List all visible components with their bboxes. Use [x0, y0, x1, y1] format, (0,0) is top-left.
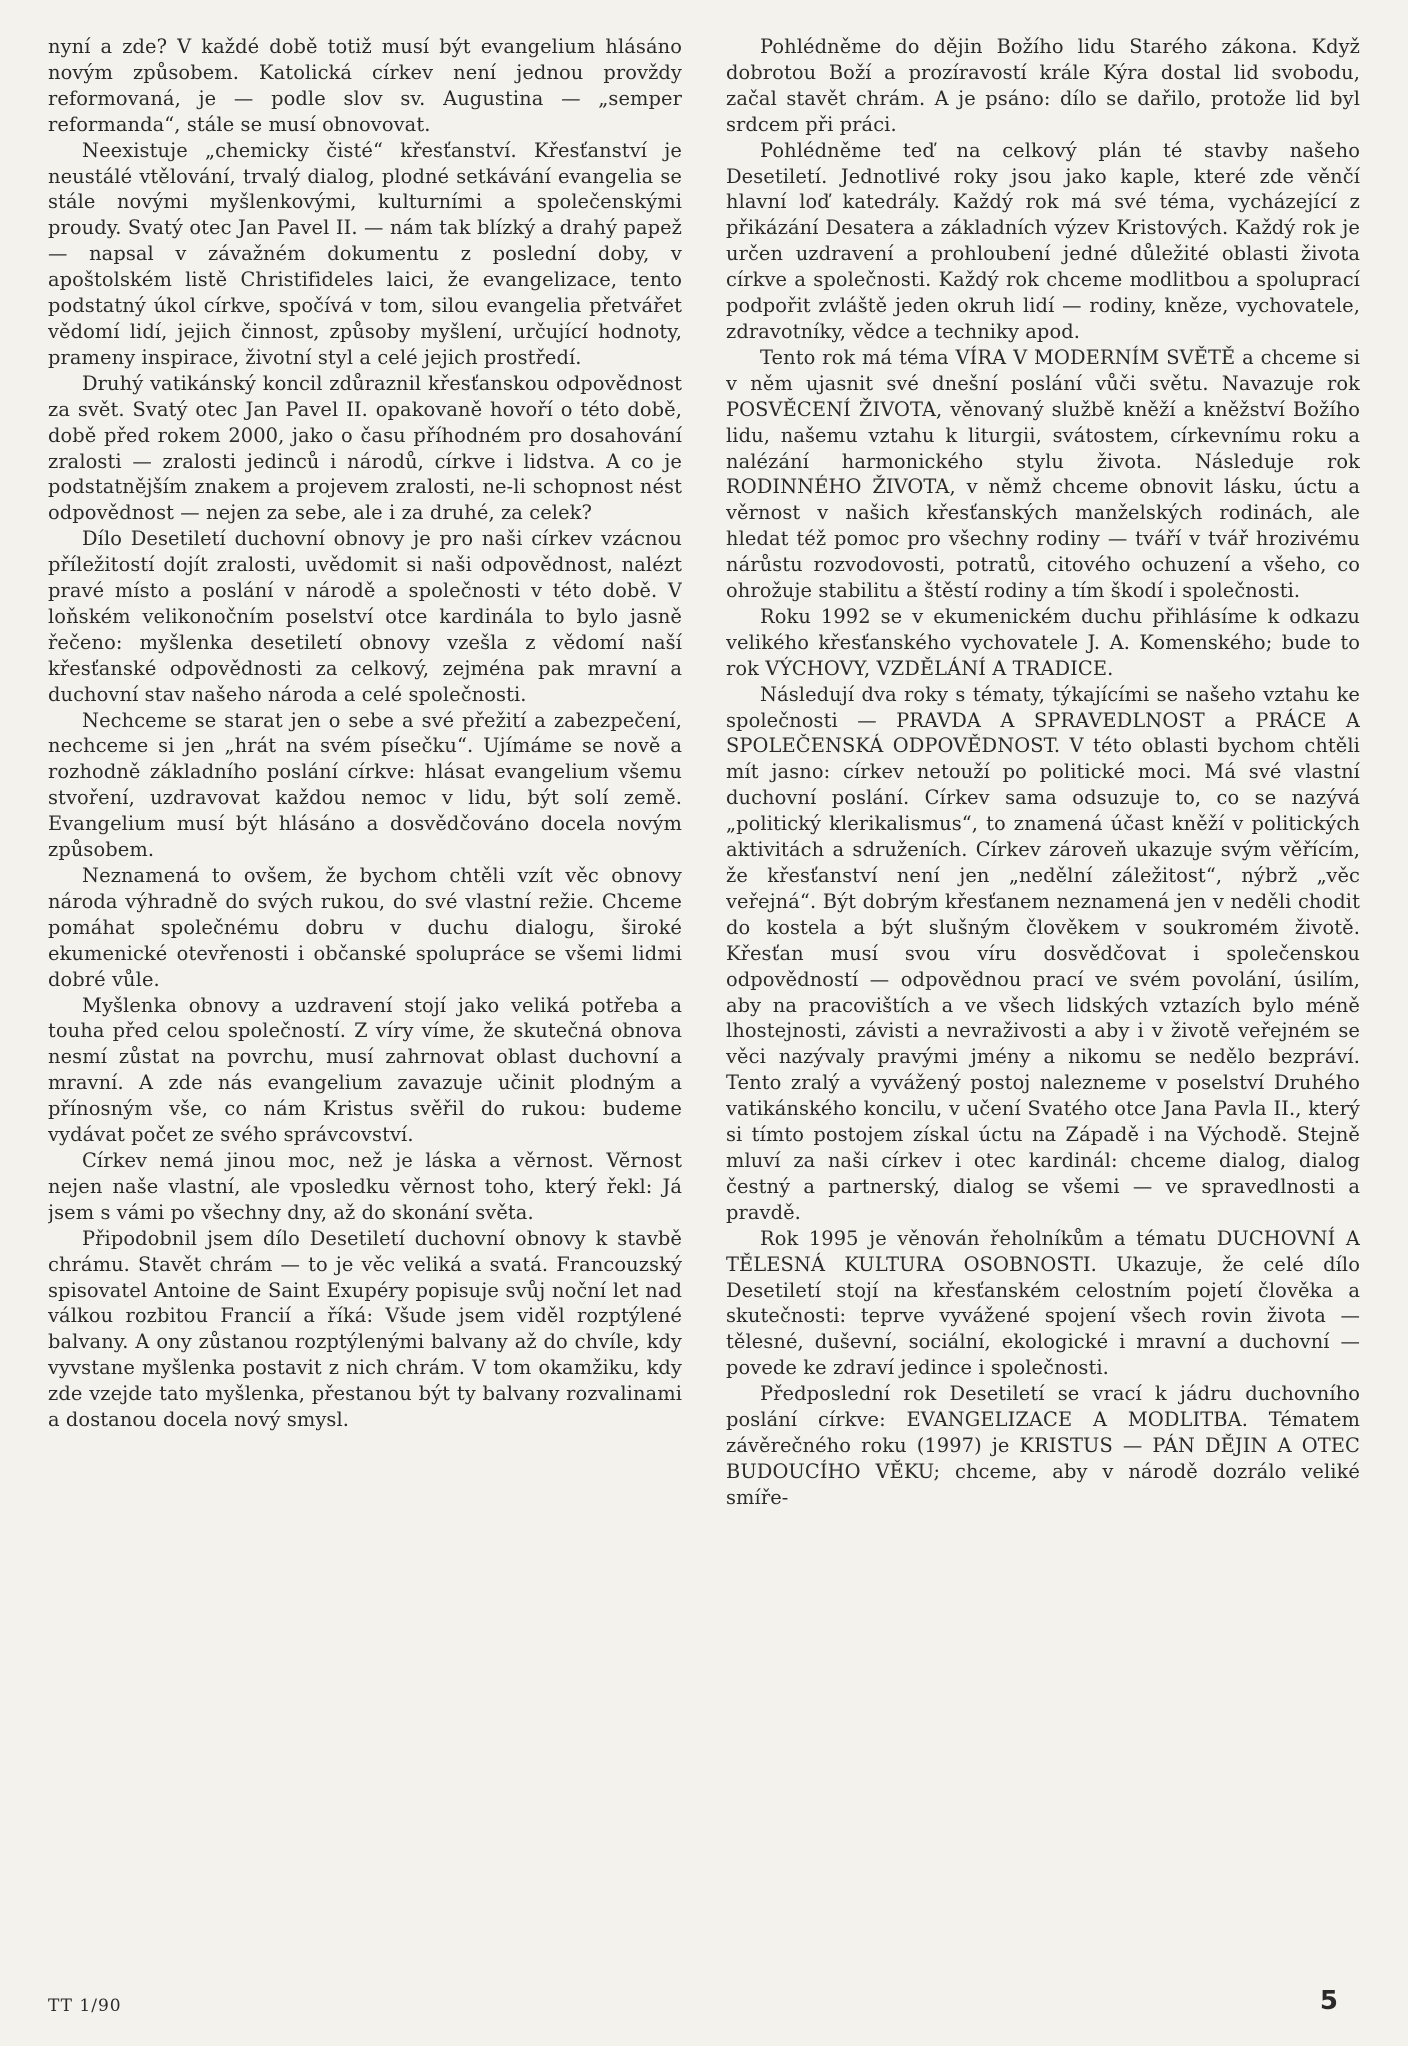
paragraph: Tento rok má téma VÍRA V MODERNÍM SVĚTĚ a chceme si v něm ujasnit své dnešní poslání vůči světu. Navazuje rok POSVĚCENÍ ŽIVOTA, věnovaný službě kněží a kněžství Božího lidu, našemu vztahu k liturgii, svátostem, církevnímu roku a nalézání harmonického stylu života. Následuje rok RODINNÉHO ŽIVOTA, v němž chceme obnovit lásku, úctu a věrnost v našich křesťanských manželských rodinách, ale hledat též pomoc pro všechny rodiny — tváří v tvář hrozivému nárůstu rozvodovosti, potratů, citového ochuzení a všeho, co ohrožuje stabilitu a štěstí rodiny a tím škodí i společnosti. [726, 345, 1360, 603]
page-number: 5 [1319, 1986, 1338, 2016]
paragraph: Rok 1995 je věnován řeholníkům a tématu DUCHOVNÍ A TĚLESNÁ KULTURA OSOBNOSTI. Ukazuje, že celé dílo Desetiletí stojí na křesťanském celostním pojetí člověka a skutečnosti: teprve vyvážené spojení všech rovin života — tělesné, duševní, sociální, ekologické i mravní a duchovní — povede ke zdraví jedince i společnosti. [726, 1226, 1360, 1380]
paragraph: Následují dva roky s tématy, týkajícími se našeho vztahu ke společnosti — PRAVDA A SPRAVEDLNOST a PRÁCE A SPOLEČENSKÁ ODPOVĚDNOST. V této oblasti bychom chtěli mít jasno: církev netouží po politické moci. Má své vlastní duchovní poslání. Církev sama odsuzuje to, co se nazývá „politický klerikalismus“, to znamená účast kněží v politických aktivitách a sdruženích. Církev zároveň ukazuje svým věřícím, že křesťanství není jen „nedělní záležitost“, nýbrž „věc veřejná“. Být dobrým křesťanem neznamená jen v neděli chodit do kostela a být slušným člověkem v soukromém životě. Křesťan musí svou víru dosvědčovat i společenskou odpovědností — odpovědnou prací ve svém povolání, úsilím, aby na pracovištích a ve všech lidských vztazích bylo méně lhostejnosti, závisti a nevraživosti a aby i v životě veřejném se věci nazývaly pravými jmény a nikomu se nedělo bezpráví. Tento zralý a vyvážený postoj nalezneme v poselství Druhého vatikánského koncilu, v učení Svatého otce Jana Pavla II., který si tímto postojem získal úctu na Západě i na Východě. Stejně mluví za naši církev i otec kardinál: chceme dialog, dialog čestný a partnerský, dialog se všemi — ve spravedlnosti a pravdě. [726, 682, 1360, 1224]
paragraph: Dílo Desetiletí duchovní obnovy je pro naši církev vzácnou příležitostí dojít zralosti, uvědomit si naši odpovědnost, nalézt pravé místo a poslání v národě a společnosti v této době. V loňském velikonočním poselství otce kardinála to bylo jasně řečeno: myšlenka desetiletí obnovy vzešla z vědomí naší křesťanské odpovědnosti za celkový, zejména pak mravní a duchovní stav našeho národa a celé společnosti. [48, 527, 682, 706]
paragraph: Roku 1992 se v ekumenickém duchu přihlásíme k odkazu velikého křesťanského vychovatele J. A. Komenského; bude to rok VÝCHOVY, VZDĚLÁNÍ A TRADICE. [726, 604, 1360, 680]
article-body [48, 34, 1360, 1994]
paragraph: Církev nemá jinou moc, než je láska a věrnost. Věrnost nejen naše vlastní, ale vposledku věrnost toho, který řekl: Já jsem s vámi po všechny dny, až do skonání světa. [48, 1148, 682, 1224]
issue-label: TT 1/90 [48, 1996, 122, 2016]
paragraph: Pohlédněme do dějin Božího lidu Starého zákona. Když dobrotou Boží a prozíravostí krále Kýra dostal lid svobodu, začal stavět chrám. A je psáno: dílo se dařilo, protože lid byl srdcem při práci. [726, 35, 1360, 136]
paragraph: Myšlenka obnovy a uzdravení stojí jako veliká potřeba a touha před celou společností. Z víry víme, že skutečná obnova nesmí zůstat na povrchu, musí zahrnovat oblast duchovní a mravní. A zde nás evangelium zavazuje učinit plodným a přínosným vše, co nám Kristus svěřil do rukou: budeme vydávat počet ze svého správcovství. [48, 993, 682, 1147]
paragraph: Nechceme se starat jen o sebe a své přežití a zabezpečení, nechceme si jen „hrát na svém písečku“. Ujímáme se nově a rozhodně základního poslání církve: hlásat evangelium všemu stvoření, uzdravovat každou nemoc v lidu, být solí země. Evangelium musí být hlásáno a dosvědčováno docela novým způsobem. [48, 708, 682, 862]
paragraph: Předposlední rok Desetiletí se vrací k jádru duchovního poslání církve: EVANGELIZACE A MODLITBA. Tématem závěrečného roku (1997) je KRISTUS — PÁN DĚJIN A OTEC BUDOUCÍHO VĚKU; chceme, aby v národě dozrálo veliké smíře- [726, 1382, 1360, 1509]
paragraph: Pohlédněme teď na celkový plán té stavby našeho Desetiletí. Jednotlivé roky jsou jako kaple, které zde věnčí hlavní loď katedrály. Každý rok má své téma, vycházející z přikázání Desatera a základních výzev Kristových. Každý rok je určen uzdravení a prohloubení jedné důležité oblasti života církve a společnosti. Každý rok chceme modlitbou a spoluprací podpořit zvláště jeden okruh lidí — rodiny, kněze, vychovatele, zdravotníky, vědce a techniky apod. [726, 138, 1360, 343]
paragraph: Neexistuje „chemicky čisté“ křesťanství. Křesťanství je neustálé vtělování, trvalý dialog, plodné setkávání evangelia se stále novými myšlenkovými, kulturními a společenskými proudy. Svatý otec Jan Pavel II. — nám tak blízký a drahý papež — napsal v závažném dokumentu z poslední doby, v apoštolském listě Christifideles laici, že evangelizace, tento podstatný úkol církve, spočívá v tom, silou evangelia přetvářet vědomí lidí, jejich činnost, způsoby myšlení, určující hodnoty, prameny inspirace, životní styl a celé jejich prostředí. [48, 138, 682, 369]
paragraph: Neznamená to ovšem, že bychom chtěli vzít věc obnovy národa výhradně do svých rukou, do své vlastní režie. Chceme pomáhat společnému dobru v duchu dialogu, široké ekumenické otevřenosti i občanské spolupráce se všemi lidmi dobré vůle. [48, 864, 682, 991]
paragraph: Druhý vatikánský koncil zdůraznil křesťanskou odpovědnost za svět. Svatý otec Jan Pavel II. opakovaně hovoří o této době, době před rokem 2000, jako o času příhodném pro dosahování zralosti — zralosti jedinců i národů, církve i lidstva. A co je podstatnějším znakem a projevem zralosti, ne-li schopnost nést odpovědnost — nejen za sebe, ale i za druhé, za celek? [48, 371, 682, 525]
left-column [48, 34, 682, 1994]
paragraph: Připodobnil jsem dílo Desetiletí duchovní obnovy k stavbě chrámu. Stavět chrám — to je věc veliká a svatá. Francouzský spisovatel Antoine de Saint Exupéry popisuje svůj noční let nad válkou rozbitou Francií a říká: Všude jsem viděl rozptýlené balvany. A ony zůstanou rozptýlenými balvany až do chvíle, kdy vyvstane myšlenka postavit z nich chrám. V tom okamžiku, kdy zde vzejde tato myšlenka, přestanou být ty balvany rozvalinami a dostanou docela nový smysl. [48, 1226, 682, 1432]
paragraph: nyní a zde? V každé době totiž musí být evangelium hlásáno novým způsobem. Katolická církev není jednou provždy reformovaná, je — podle slov sv. Augustina — „semper reformanda“, stále se musí obnovovat. [48, 35, 682, 136]
right-column [726, 34, 1360, 1994]
